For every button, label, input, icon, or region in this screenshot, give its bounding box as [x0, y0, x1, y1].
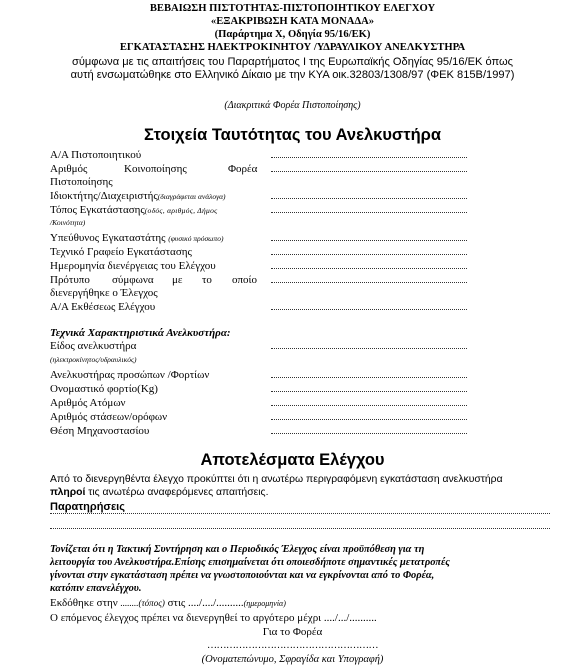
- label-rated-load: Ονομαστικό φορτίο(Kg): [50, 383, 158, 395]
- label-standard-w4: το: [202, 274, 212, 286]
- issued-line: [50, 597, 286, 610]
- field-stops[interactable]: [271, 419, 467, 420]
- field-notified-body-number[interactable]: [271, 171, 467, 172]
- note-line-2: λειτουργία του Ανελκυστήρα.Επίσης επισημαίνεται ότι οποιεσδήποτε σημαντικές μετατροπές: [50, 557, 450, 568]
- for-body-label: Για το Φορέα: [262, 626, 323, 638]
- field-tech-office[interactable]: [271, 254, 467, 255]
- issued-prefix: Εκδόθηκε στην: [50, 597, 121, 609]
- label-notified-body-number-cont: Πιστοποίησης: [50, 176, 113, 188]
- field-installer[interactable]: [271, 240, 467, 241]
- label-persons: Αριθμός Ατόμων: [50, 397, 126, 409]
- field-machine-room[interactable]: [271, 433, 467, 434]
- section-title-results: Αποτελέσματα Ελέγχου: [200, 451, 385, 469]
- results-paragraph-line-2: [50, 487, 268, 499]
- field-rated-load[interactable]: [271, 391, 467, 392]
- label-site-note-cont: /Κοινότητα): [50, 218, 86, 227]
- label-cert-number: Α/Α Πιστοποιητικού: [50, 149, 142, 161]
- header-compliance-line-1: σύμφωνα με τις απαιτήσεις του Παραρτήματος Ι της Ευρωπαϊκής Οδηγίας 95/16/ΕΚ όπως: [72, 56, 513, 68]
- label-owner-text: Ιδιοκτήτης/Διαχειριστής: [50, 190, 158, 202]
- field-owner[interactable]: [271, 198, 467, 199]
- label-installer: [50, 232, 223, 245]
- label-site-note: (οδός, αριθμός, Δήμος: [144, 206, 218, 215]
- field-persons[interactable]: [271, 405, 467, 406]
- issued-date: στις ..../..../..........: [164, 597, 244, 609]
- header-compliance-line-2: αυτή ενσωματώθηκε στο Ελληνικό Δίκαιο με την ΚΥΑ οικ.32803/1308/97 (ΦΕΚ 815Β/1997): [70, 69, 515, 81]
- label-notified-body-number: Αριθμός: [50, 163, 88, 175]
- field-cert-number[interactable]: [271, 157, 467, 158]
- issued-date-note: (ημερομηνία): [243, 599, 286, 608]
- issued-place: ........(τόπος): [120, 598, 165, 608]
- field-lift-type[interactable]: [271, 348, 467, 349]
- results-paragraph-rest: τις ανωτέρω αναφερόμενες απαιτήσεις.: [85, 487, 269, 498]
- label-notified-word-3-text: Φορέα: [228, 163, 258, 175]
- field-standard[interactable]: [271, 282, 467, 283]
- label-standard-w2: σύμφωνα: [112, 274, 154, 286]
- label-owner: [50, 190, 226, 203]
- field-lift-kind[interactable]: [271, 377, 467, 378]
- signature-caption: (Ονοματεπώνυμο, Σφραγίδα και Υπογραφή): [201, 654, 384, 665]
- label-notified-word-3: [228, 163, 257, 175]
- header-annex: (Παράρτημα Χ, Οδηγία 95/16/ΕΚ): [214, 29, 371, 40]
- label-installer-note: (φυσικό πρόσωπο): [168, 234, 224, 243]
- label-standard-w5: οποίο: [232, 274, 258, 286]
- field-test-date[interactable]: [271, 268, 467, 269]
- section-title-technical: Τεχνικά Χαρακτηριστικά Ανελκυστήρα:: [50, 327, 231, 339]
- label-machine-room: Θέση Μηχανοστασίου: [50, 425, 150, 437]
- label-test-date: Ημερομηνία διενέργειας του Ελέγχου: [50, 260, 216, 272]
- label-notified-word-2: [124, 163, 187, 175]
- header-installation: ΕΓΚΑΤΑΣΤΑΣΗΣ ΗΛΕΚΤΡΟΚΙΝΗΤΟΥ /ΥΔΡΑΥΛΙΚΟΥ ΑΝΕΛΚΥΣΤΗΡΑ: [119, 42, 466, 53]
- label-lift-type-note: (ηλεκτροκίνητος/υδραυλικός): [50, 355, 137, 364]
- label-report-number: Α/Α Εκθέσεως Ελέγχου: [50, 301, 156, 313]
- label-standard-w1: Πρότυπο: [50, 274, 90, 286]
- signature-line[interactable]: ………………………………………………: [207, 640, 378, 651]
- body-mark-caption: (Διακριτικά Φορέα Πιστοποίησης): [224, 100, 361, 111]
- label-lift-type: Είδος ανελκυστήρα: [50, 340, 137, 352]
- results-paragraph-line-1: Από το διενεργηθέντα έλεγχο προκύπτει ότι η ανωτέρω περιγραφόμενη εγκατάσταση ανελκυστήρα: [50, 474, 503, 485]
- label-owner-note: (διαγράφεται ανάλογα): [157, 192, 226, 201]
- remarks-line-1[interactable]: [50, 513, 550, 514]
- note-line-1: Τονίζεται ότι η Τακτική Συντήρηση και ο Περιοδικός Έλεγχος είναι προϋπόθεση για τη: [50, 544, 425, 555]
- next-test-line: Ο επόμενος έλεγχος πρέπει να διενεργηθεί το αργότερο μέχρι ..../.../..........: [50, 612, 377, 624]
- label-site: [50, 204, 217, 217]
- label-site-text: Τόπος Εγκατάστασης: [50, 204, 145, 216]
- header-subtitle: «ΕΞΑΚΡΙΒΩΣΗ ΚΑΤΑ ΜΟΝΑΔΑ»: [210, 16, 375, 27]
- label-tech-office: Τεχνικό Γραφείο Εγκατάστασης: [50, 246, 192, 258]
- note-line-3: γίνονται στην εγκατάσταση πρέπει να γνωστοποιούνται και να εγκρίνονται από το Φορέα,: [50, 570, 435, 581]
- header-title: ΒΕΒΑΙΩΣΗ ΠΙΣΤΟΤΗΤΑΣ-ΠΙΣΤΟΠΟΙΗΤΙΚΟΥ ΕΛΕΓΧΟΥ: [149, 3, 436, 14]
- label-standard-cont: διενεργήθηκε ο Έλεγχος: [50, 287, 158, 299]
- results-verdict: πληροί: [50, 487, 86, 498]
- remarks-label: Παρατηρήσεις: [50, 501, 125, 513]
- field-site[interactable]: [271, 212, 467, 213]
- label-notified-word-2-text: Κοινοποίησης: [124, 163, 187, 175]
- label-installer-text: Υπεύθυνος Εγκαταστάτης: [50, 232, 166, 244]
- section-title-identity: Στοιχεία Ταυτότητας του Ανελκυστήρα: [144, 126, 441, 144]
- note-line-4: κατόπιν επανελέγχου.: [50, 583, 142, 594]
- field-report-number[interactable]: [271, 309, 467, 310]
- label-lift-kind: Ανελκυστήρας προσώπων /Φορτίων: [50, 369, 210, 381]
- remarks-line-2[interactable]: [50, 528, 550, 529]
- label-standard-w3: με: [172, 274, 183, 286]
- label-stops: Αριθμός στάσεων/ορόφων: [50, 411, 168, 423]
